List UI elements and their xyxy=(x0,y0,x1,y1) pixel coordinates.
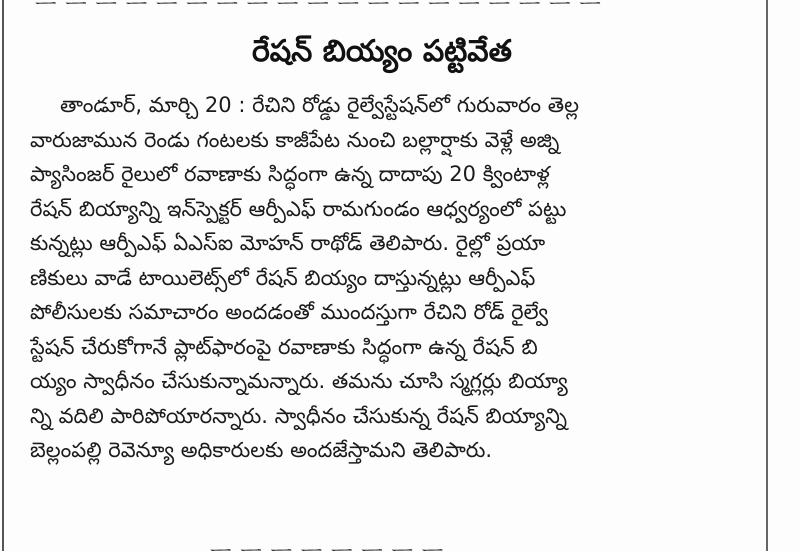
article-body xyxy=(30,88,730,468)
column-rule-right xyxy=(766,0,768,551)
article-line: న్ని వదిలి పారిపోయారన్నారు. స్వాధీనం చేసుకున్న రేషన్ బియ్యాన్ని xyxy=(30,403,567,428)
article-line: ప్యాసింజర్ రైలులో రవాణాకు సిద్ధంగా ఉన్న దాదాపు 20 క్వింటాళ్ల xyxy=(30,162,550,186)
article-line: కున్నట్లు ఆర్పీఎఫ్ ఏఎస్ఐ మోహన్ రాథోడ్ తెలిపారు. రైల్లో ప్రయా xyxy=(30,231,546,255)
column-rule-left xyxy=(2,0,4,551)
article-line: య్యం స్వాధీనం చేసుకున్నామన్నారు. తమను చూసి స్మగ్లర్లు బియ్యా xyxy=(30,369,568,393)
article-line: స్టేషన్ చేరుకోగానే ప్లాట్‌ఫారంపై రవాణాకు సిద్ధంగా ఉన్న రేషన్ బి xyxy=(30,334,538,359)
article-line: వారుజామున రెండు గంటలకు కాజీపేట నుంచి బల్లార్షాకు వెళ్లే అజ్ని xyxy=(30,127,560,152)
article-line: పోలీసులకు సమాచారం అందడంతో ముందస్తుగా రేచిని రోడ్ రైల్వే xyxy=(30,300,549,324)
article-line: తాండూర్, మార్చి 20 : రేచిని రోడ్డు రైల్వేస్టేషన్‌లో గురువారం తెల్ల xyxy=(60,93,579,117)
article-line: ణికులు వాడే టాయిలెట్స్‌లో రేషన్ బియ్యం దాస్తున్నట్లు ఆర్పీఎఫ్ xyxy=(30,265,536,290)
article-line: రేషన్ బియ్యాన్ని ఇన్‌స్పెక్టర్ ఆర్పీఎఫ్ రామగుండం ఆధ్వర్యంలో పట్టు xyxy=(30,196,567,221)
cropped-text-top xyxy=(35,0,735,8)
cropped-text-bottom: ᅳ ᅳ ᅳ ᅳ ᅳ ᅳ ᅳ ᅳ xyxy=(210,541,444,555)
article-headline: రేషన్ బియ్యం పట్టివేత xyxy=(252,34,512,69)
article-line: బెల్లంపల్లి రెవెన్యూ అధికారులకు అందజేస్తామని తెలిపారు. xyxy=(30,438,493,462)
